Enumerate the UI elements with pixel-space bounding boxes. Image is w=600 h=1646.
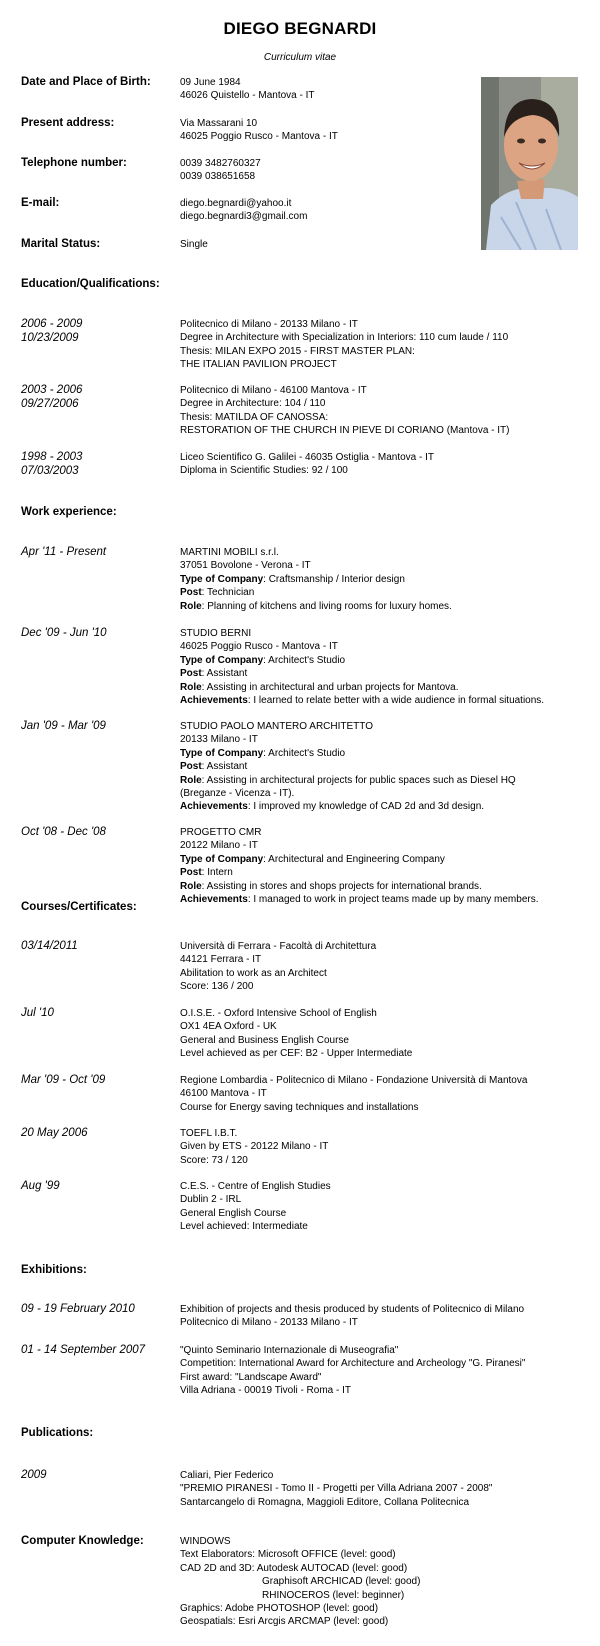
course-line: Università di Ferrara - Facoltà di Architettura [180, 941, 377, 952]
work-role [180, 880, 539, 893]
email-primary[interactable]: diego.begnardi@yahoo.it [180, 198, 292, 209]
education-period: 2006 - 2009 [21, 318, 83, 330]
course-line: O.I.S.E. - Oxford Intensive School of English [180, 1008, 377, 1019]
work-post-value: : Technician [201, 587, 255, 599]
work-company: MARTINI MOBILI s.r.l. [180, 547, 279, 558]
education-line: Politecnico di Milano - 20133 Milano - IT [180, 319, 358, 330]
work-type [180, 654, 544, 667]
work-location: 46025 Poggio Rusco - Mantova - IT [180, 641, 338, 653]
education-entry [180, 451, 434, 478]
work-entry [180, 546, 452, 613]
work-date: Jan '09 - Mar '09 [21, 720, 106, 732]
course-line: Level achieved as per CEF: B2 - Upper Intermediate [180, 1048, 413, 1060]
work-location: 20122 Milano - IT [180, 840, 258, 852]
course-date: Mar '09 - Oct '09 [21, 1074, 106, 1086]
work-post-label: Post [180, 761, 202, 773]
exhibition-date: 01 - 14 September 2007 [21, 1344, 146, 1356]
course-line: General and Business English Course [180, 1034, 349, 1046]
course-line: Score: 136 / 200 [180, 981, 254, 993]
course-line: Given by ETS - 20122 Milano - IT [180, 1141, 329, 1153]
computer-heading: Computer Knowledge: [21, 1535, 144, 1547]
work-role [180, 681, 544, 694]
work-achievements-value: : I learned to relate better with a wide audience in formal situations. [247, 695, 545, 707]
education-graduation-date: 09/27/2006 [21, 397, 79, 410]
publication-line: "PREMIO PIRANESI - Tomo II - Progetti per Villa Adriana 2007 - 2008" [180, 1483, 493, 1495]
course-entry [180, 940, 376, 994]
course-date: 03/14/2011 [21, 940, 78, 952]
publication-entry [180, 1469, 492, 1509]
work-type-value: : Architect's Studio [263, 747, 346, 759]
work-post-value: : Intern [201, 867, 233, 879]
work-achievements [180, 800, 516, 813]
birth-label: Date and Place of Birth: [21, 76, 151, 88]
education-line: Thesis: MILAN EXPO 2015 - FIRST MASTER PLAN: [180, 345, 415, 357]
work-company: STUDIO BERNI [180, 628, 252, 639]
course-line: 46100 Mantova - IT [180, 1088, 267, 1100]
education-graduation-date: 10/23/2009 [21, 331, 79, 344]
work-role-value: : Planning of kitchens and living rooms for luxury homes. [201, 600, 452, 612]
course-date: 20 May 2006 [21, 1127, 88, 1139]
education-graduation-date: 07/03/2003 [21, 464, 79, 477]
education-date [21, 451, 82, 478]
work-achievements-label: Achievements [180, 894, 248, 906]
address-value [180, 117, 338, 144]
course-line: C.E.S. - Centre of English Studies [180, 1181, 331, 1192]
course-entry [180, 1180, 331, 1234]
work-entry [180, 720, 516, 814]
education-line: Liceo Scientifico G. Galilei - 46035 Ostiglia - Mantova - IT [180, 452, 434, 463]
phone-value [180, 157, 261, 184]
work-type-value: : Architectural and Engineering Company [263, 853, 445, 865]
profile-photo [481, 77, 578, 250]
education-line: Degree in Architecture: 104 / 110 [180, 398, 326, 410]
work-achievements-value: : I managed to work in project teams made up by many members. [247, 894, 539, 906]
course-line: Dublin 2 - IRL [180, 1194, 242, 1206]
cv-name: DIEGO BEGNARDI [223, 19, 377, 38]
course-line: Level achieved: Intermediate [180, 1221, 308, 1233]
course-line: Course for Energy saving techniques and installations [180, 1101, 419, 1113]
publication-line: Santarcangelo di Romagna, Maggioli Editore, Collana Politecnica [180, 1496, 470, 1508]
work-type-label: Type of Company [180, 853, 264, 865]
work-location: 37051 Bovolone - Verona - IT [180, 560, 311, 572]
work-type [180, 747, 516, 760]
work-post-label: Post [180, 587, 202, 599]
course-line: General English Course [180, 1207, 287, 1219]
course-date: Jul '10 [21, 1007, 54, 1019]
work-post [180, 760, 516, 773]
computer-line: Graphics: Adobe PHOTOSHOP (level: good) [180, 1603, 379, 1615]
work-post-value: : Assistant [201, 761, 248, 773]
course-line: Abilitation to work as an Architect [180, 967, 327, 979]
computer-line: Geospatials: Esri Arcgis ARCMAP (level: good) [180, 1616, 389, 1628]
work-role-label: Role [180, 880, 202, 892]
work-role-value: : Assisting in architectural projects for public spaces such as Diesel HQ [201, 774, 516, 786]
exhibition-line: Politecnico di Milano - 20133 Milano - IT [180, 1317, 358, 1329]
course-entry [180, 1127, 328, 1167]
work-location: 20133 Milano - IT [180, 734, 258, 746]
work-role-value: : Assisting in architectural and urban projects for Mantova. [201, 681, 459, 693]
work-achievements-label: Achievements [180, 695, 248, 707]
work-role-label: Role [180, 681, 202, 693]
work-entry [180, 826, 539, 906]
exhibition-entry [180, 1303, 524, 1330]
address-street: Via Massarani 10 [180, 118, 258, 129]
email-secondary[interactable]: diego.begnardi3@gmail.com [180, 211, 308, 223]
course-line: OX1 4EA Oxford - UK [180, 1021, 277, 1033]
course-line: Score: 73 / 120 [180, 1154, 248, 1166]
work-post [180, 667, 544, 680]
education-line: RESTORATION OF THE CHURCH IN PIEVE DI CORIANO (Mantova - IT) [180, 425, 510, 437]
work-post-label: Post [180, 867, 202, 879]
work-company: STUDIO PAOLO MANTERO ARCHITETTO [180, 721, 373, 732]
exhibition-line: First award: "Landscape Award" [180, 1371, 322, 1383]
education-period: 1998 - 2003 [21, 451, 83, 463]
work-type-label: Type of Company [180, 573, 264, 585]
computer-line: WINDOWS [180, 1536, 231, 1547]
work-type-label: Type of Company [180, 654, 264, 666]
work-post-label: Post [180, 668, 202, 680]
email-label: E-mail: [21, 197, 60, 209]
work-post [180, 866, 539, 879]
exhibition-line: Villa Adriana - 00019 Tivoli - Roma - IT [180, 1385, 352, 1397]
work-type-value: : Architect's Studio [263, 654, 346, 666]
education-date [21, 318, 82, 345]
exhibition-line: Competition: International Award for Architecture and Archeology "G. Piranesi" [180, 1358, 526, 1370]
exhibition-line: Exhibition of projects and thesis produced by students of Politecnico di Milano [180, 1304, 525, 1315]
phone-mobile: 0039 3482760327 [180, 158, 261, 169]
computer-entry [180, 1535, 420, 1629]
work-type-value: : Craftsmanship / Interior design [263, 573, 405, 585]
birth-date: 09 June 1984 [180, 77, 241, 88]
work-role-continued: (Breganze - Vicenza - IT). [180, 788, 295, 800]
work-role-value: : Assisting in stores and shops projects for international brands. [201, 880, 482, 892]
education-heading: Education/Qualifications: [21, 278, 160, 290]
course-line: Regione Lombardia - Politecnico di Milano - Fondazione Università di Mantova [180, 1075, 528, 1086]
work-entry [180, 627, 544, 707]
work-company: PROGETTO CMR [180, 827, 262, 838]
address-label: Present address: [21, 117, 115, 129]
course-line: TOEFL I.B.T. [180, 1128, 238, 1139]
computer-line: CAD 2D and 3D: Autodesk AUTOCAD (level: good) [180, 1562, 408, 1574]
computer-line: Text Elaborators: Microsoft OFFICE (level: good) [180, 1549, 396, 1561]
education-line: Politecnico di Milano - 46100 Mantova - IT [180, 385, 367, 396]
work-type [180, 573, 452, 586]
education-entry [180, 318, 508, 372]
address-city: 46025 Poggio Rusco - Mantova - IT [180, 131, 338, 143]
computer-line: Graphisoft ARCHICAD (level: good) [262, 1576, 421, 1588]
work-post [180, 586, 452, 599]
birth-value [180, 76, 315, 103]
work-role [180, 774, 516, 787]
work-achievements [180, 893, 539, 906]
education-line: THE ITALIAN PAVILION PROJECT [180, 359, 337, 371]
marital-label: Marital Status: [21, 238, 101, 250]
work-role [180, 600, 452, 613]
marital-value: Single [180, 239, 208, 250]
work-date: Dec '09 - Jun '10 [21, 627, 107, 639]
work-achievements [180, 694, 544, 707]
cv-subtitle: Curriculum vitae [263, 52, 337, 63]
work-date: Oct '08 - Dec '08 [21, 826, 106, 838]
course-date: Aug '99 [21, 1180, 60, 1192]
work-role-label: Role [180, 774, 202, 786]
education-entry [180, 384, 509, 438]
phone-label: Telephone number: [21, 157, 127, 169]
work-type-label: Type of Company [180, 747, 264, 759]
work-achievements-label: Achievements [180, 801, 248, 813]
portrait-illustration [481, 77, 578, 250]
work-heading: Work experience: [21, 506, 117, 518]
work-post-value: : Assistant [201, 668, 248, 680]
work-type [180, 853, 539, 866]
work-role-label: Role [180, 600, 202, 612]
education-period: 2003 - 2006 [21, 384, 83, 396]
education-date [21, 384, 82, 411]
education-line: Thesis: MATILDA OF CANOSSA: [180, 411, 329, 423]
course-line: 44121 Ferrara - IT [180, 954, 262, 966]
exhibitions-heading: Exhibitions: [21, 1264, 87, 1276]
birth-place: 46026 Quistello - Mantova - IT [180, 90, 315, 102]
computer-line: RHINOCEROS (level: beginner) [262, 1589, 405, 1601]
work-achievements-value: : I improved my knowledge of CAD 2d and 3d design. [247, 801, 485, 813]
work-date: Apr '11 - Present [21, 546, 107, 558]
course-entry [180, 1007, 412, 1061]
education-line: Degree in Architecture with Specialization in Interiors: 110 cum laude / 110 [180, 332, 509, 344]
exhibition-entry [180, 1344, 525, 1398]
publication-line: Caliari, Pier Federico [180, 1470, 274, 1481]
courses-heading: Courses/Certificates: [21, 901, 137, 913]
exhibition-date: 09 - 19 February 2010 [21, 1303, 135, 1315]
exhibition-line: "Quinto Seminario Internazionale di Museografia" [180, 1345, 399, 1356]
publication-date: 2009 [21, 1469, 47, 1481]
phone-home: 0039 038651658 [180, 171, 256, 183]
publications-heading: Publications: [21, 1427, 94, 1439]
email-value [180, 197, 307, 224]
education-line: Diploma in Scientific Studies: 92 / 100 [180, 465, 348, 477]
course-entry [180, 1074, 527, 1114]
